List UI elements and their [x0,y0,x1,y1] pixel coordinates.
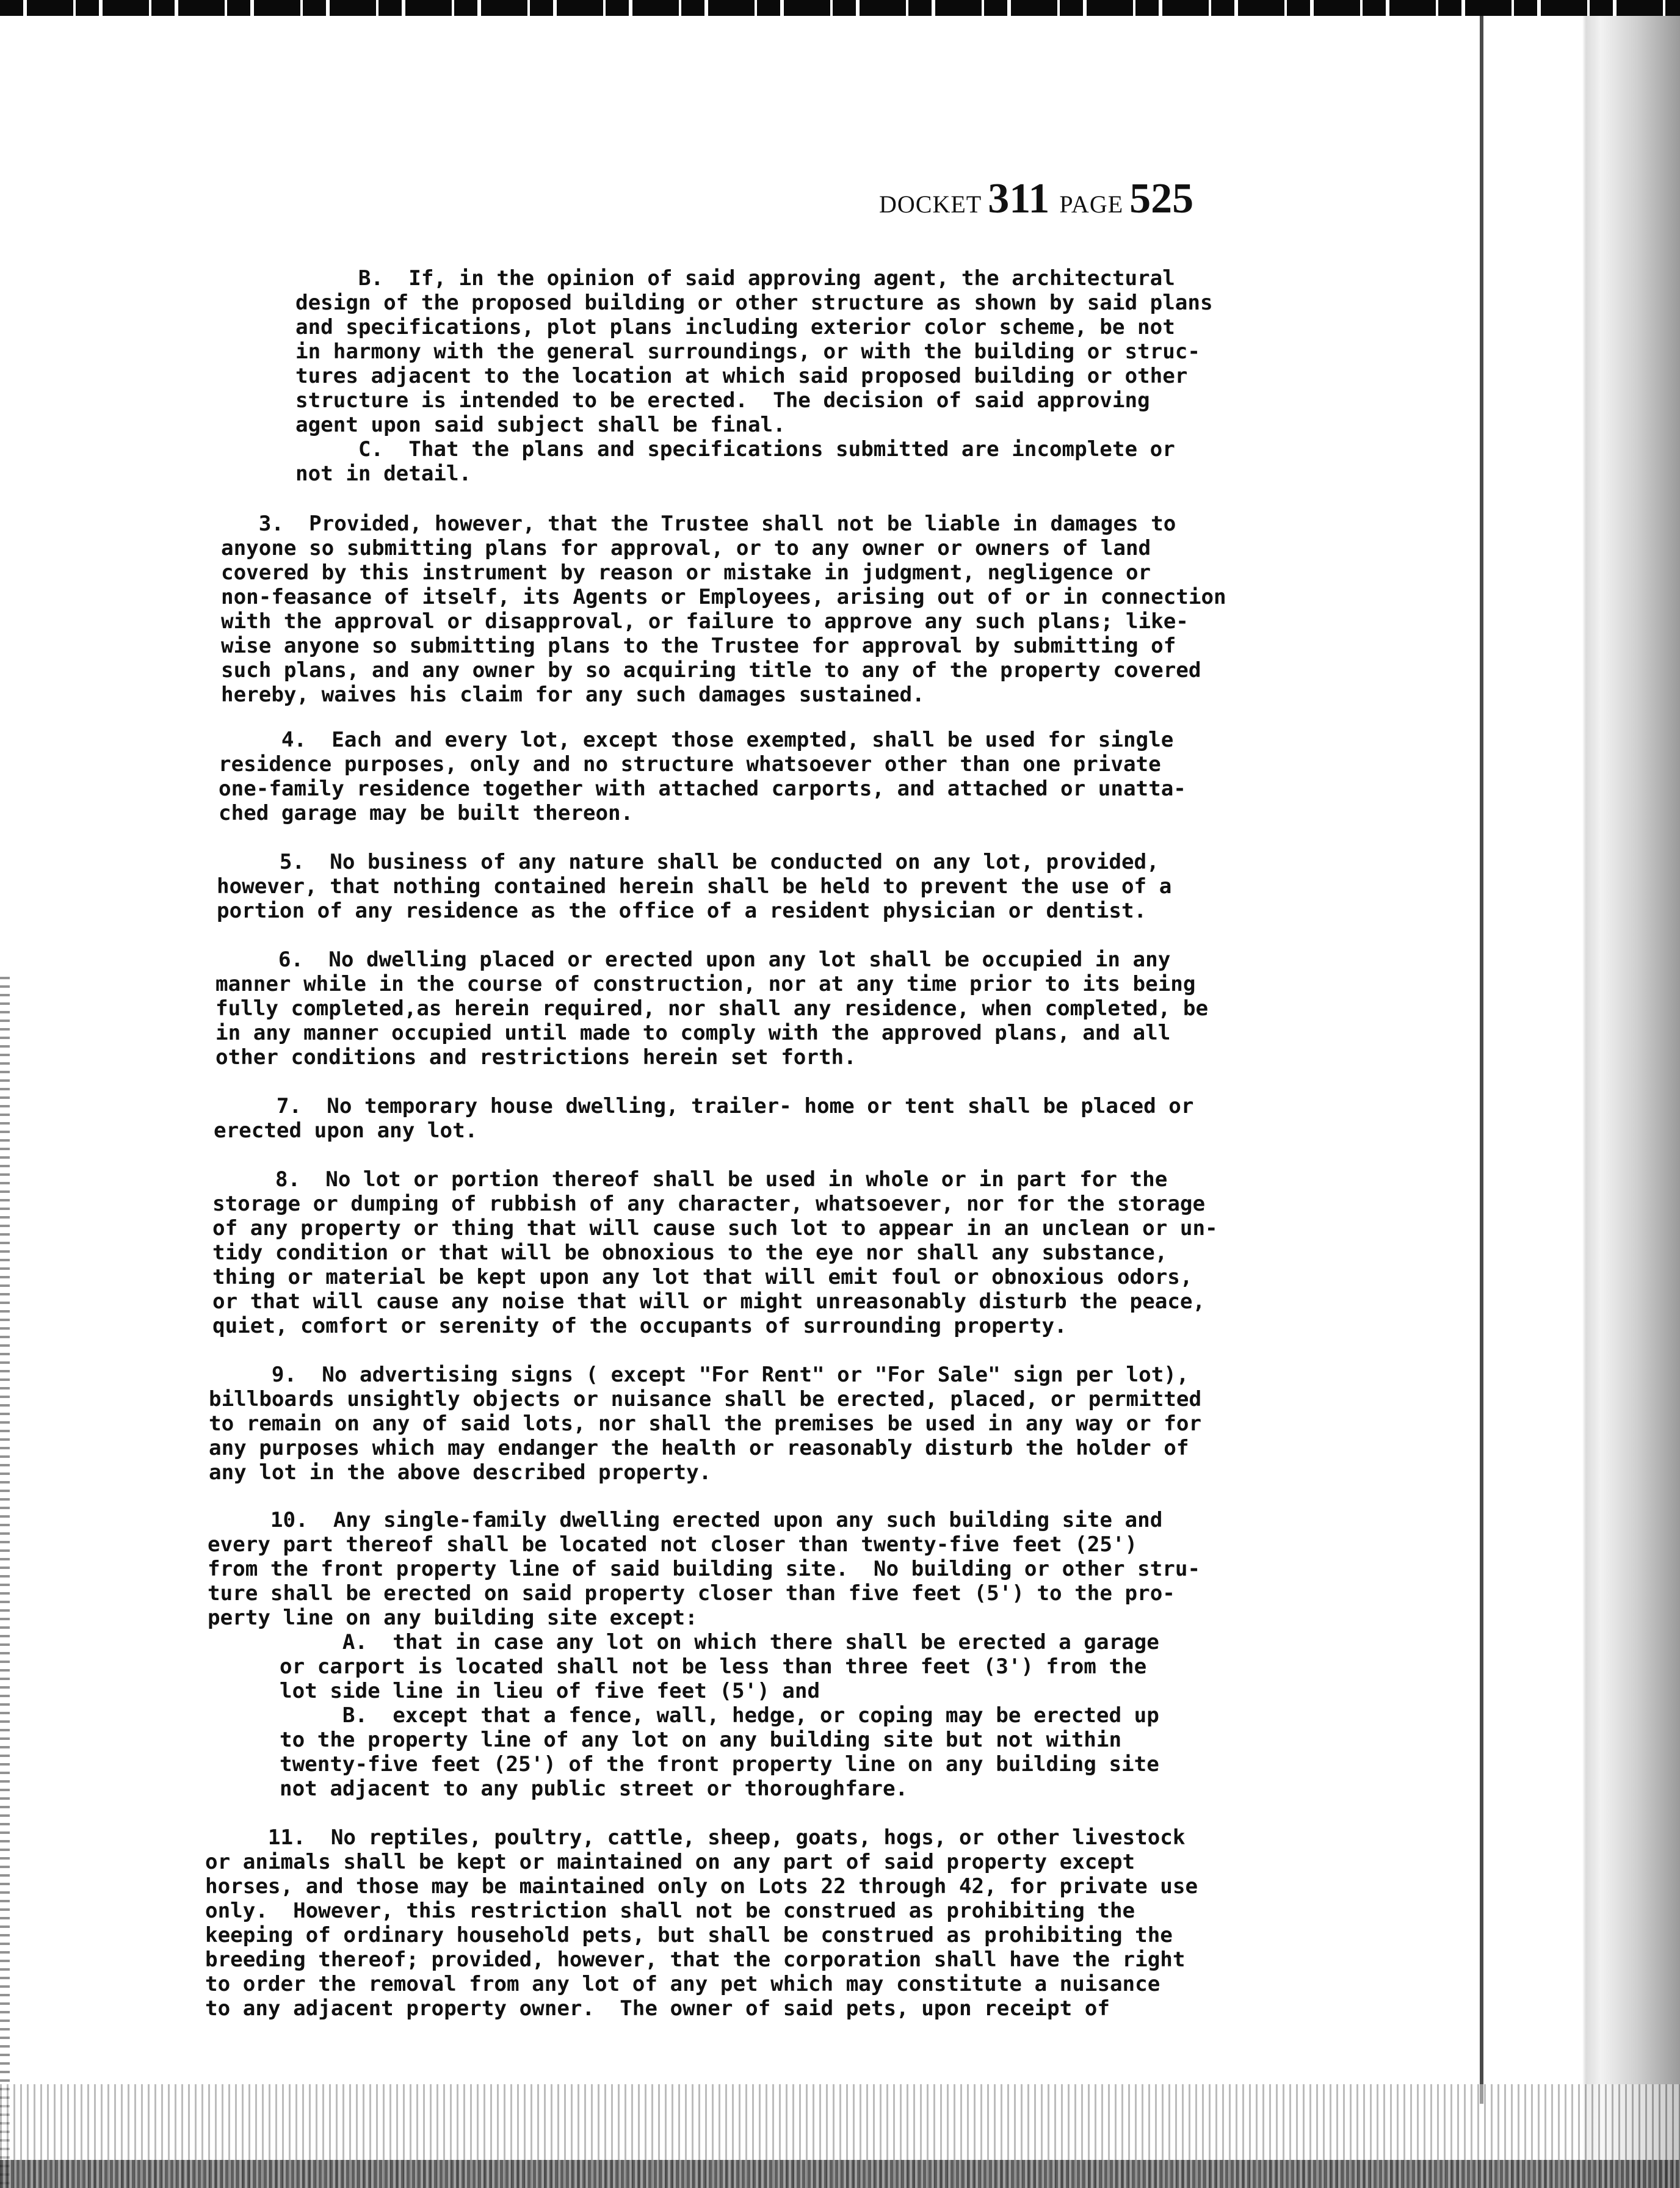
paragraph-2b: B. If, in the opinion of said approving agent, the architectural design of the proposed building or other structure as shown by said plans and specifications, plot plans including exterior color scheme, be not in harmony with the general surroundings, or with the building or struc- tures adjacent to the location at which said proposed building or other structure is intended to be erected. The decision of said approving agent upon said subject shall be final. [295,266,1213,437]
scan-left-edge-noise [0,977,10,2188]
paragraph-7: 7. No temporary house dwelling, trailer- home or tent shall be placed or erected upon any lot. [214,1094,1194,1143]
paragraph-8: 8. No lot or portion thereof shall be used in whole or in part for the storage or dumping of rubbish of any character, whatsoever, nor for the storage of any property or thing that will cause such lot to appear in an unclean or un- tidy condition or that will be obnoxious to the eye nor shall any substance, thing or material be kept upon any lot that will emit foul or obnoxious odors, or that will cause any noise that will or might unreasonably disturb the peace, quiet, comfort or serenity of the occupants of surrounding property. [212,1167,1218,1338]
paragraph-9: 9. No advertising signs ( except "For Rent" or "For Sale" sign per lot), billboards unsightly objects or nuisance shall be erected, placed, or permitted to remain on any of said lots, nor shall the premises be used in any way or for any purposes which may endanger the health or reasonably disturb the holder of any lot in the above described property. [209,1363,1202,1485]
book-number: 311 [988,175,1050,222]
page-right-edge [1480,16,1483,2104]
paragraph-10b: B. except that a fence, wall, hedge, or coping may be erected up to the property line of any lot on any building site but not within twenty-five feet (25') of the front property line on any building site not adjacent to any public street or thoroughfare. [280,1703,1159,1801]
page-number: 525 [1129,175,1194,222]
paragraph-6: 6. No dwelling placed or erected upon any lot shall be occupied in any manner while in the course of construction, nor at any time prior to its being fully completed,as herein required, nor shall any residence, when completed, be in any manner occupied until made to comply with the approved plans, and all other conditions and restrictions herein set forth. [215,947,1209,1070]
paragraph-2c: C. That the plans and specifications submitted are incomplete or not in detail. [295,437,1175,486]
paragraph-5: 5. No business of any nature shall be conducted on any lot, provided, however, that nothing contained herein shall be held to prevent the use of a portion of any residence as the office of a resident physician or dentist. [217,850,1172,923]
book-page-stamp [879,175,1203,223]
paragraph-4: 4. Each and every lot, except those exempted, shall be used for single residence purposes, only and no structure whatsoever other than one private one-family residence together with attached carports, and attached or unatta- ched garage may be built thereon. [219,728,1186,825]
paragraph-3: 3. Provided, however, that the Trustee shall not be liable in damages to anyone so submitting plans for approval, or to any owner or owners of land covered by this instrument by reason or mistake in judgment, negligence or non-feasance of itself, its Agents or Employees, arising out of or in connection with the approval or disapproval, or failure to approve any such plans; like- wise anyone so submitting plans to the Trustee for approval by submitting of such plans, and any owner by so acquiring title to any of the property covered hereby, waives his claim for any such damages sustained. [221,512,1226,707]
paragraph-10: 10. Any single-family dwelling erected upon any such building site and every part thereof shall be located not closer than twenty-five feet (25') from the front property line of said building site. No building or other stru- ture shall be erected on said property closer than five feet (5') to the pro- perty line on any building site except: [208,1508,1201,1630]
scan-right-margin-shadow [1497,16,1680,2188]
paragraph-11: 11. No reptiles, poultry, cattle, sheep, goats, hogs, or other livestock or animals shall be kept or maintained on any part of said property except horses, and those may be maintained only on Lots 22 through 42, for private use only. However, this restriction shall not be construed as prohibiting the keeping of ordinary household pets, but shall be construed as prohibiting the breeding thereof; provided, however, that the corporation shall have the right to order the removal from any lot of any pet which may constitute a nuisance to any adjacent property owner. The owner of said pets, upon receipt of [205,1825,1198,2021]
page-label: PAGE [1059,190,1124,218]
scan-top-border [0,0,1680,16]
paragraph-10a: A. that in case any lot on which there shall be erected a garage or carport is located shall not be less than three feet (3') from the lot side line in lieu of five feet (5') and [280,1630,1159,1703]
scan-bottom-edge [0,2160,1680,2188]
book-label: DOCKET [879,190,982,218]
